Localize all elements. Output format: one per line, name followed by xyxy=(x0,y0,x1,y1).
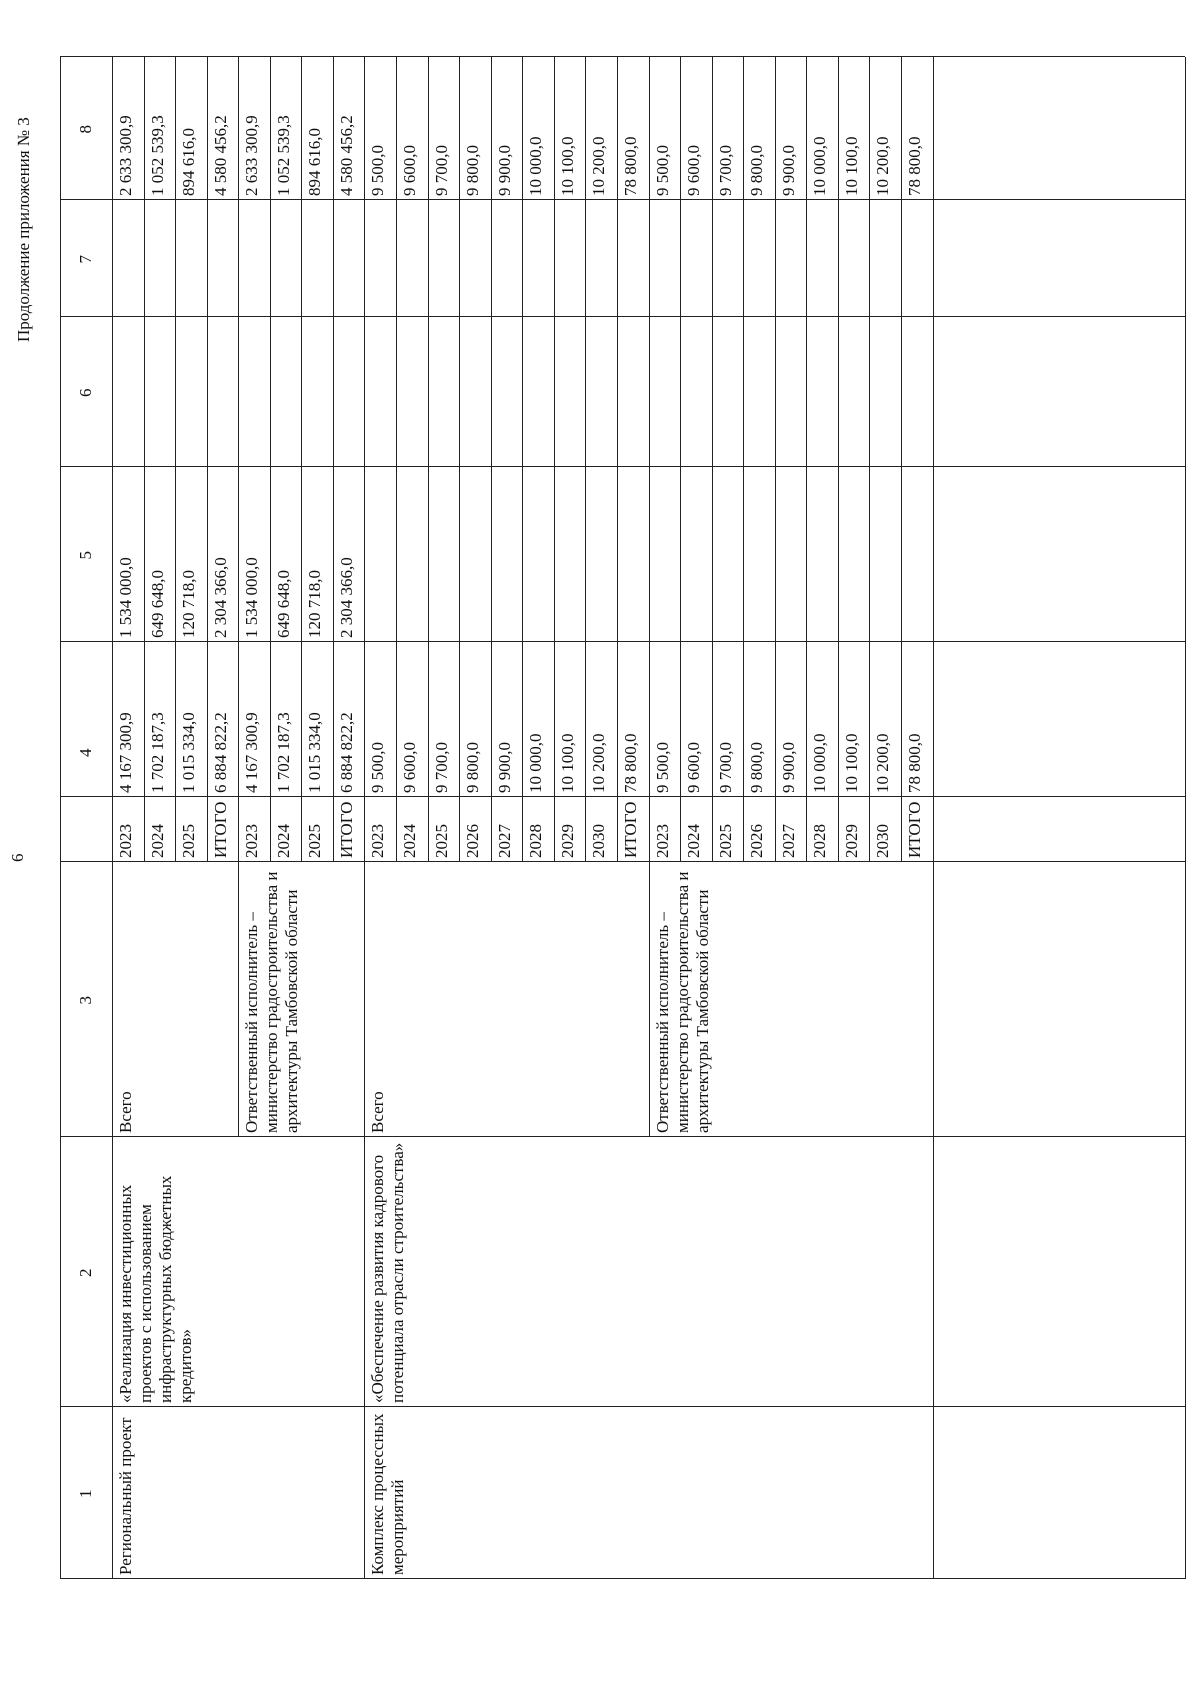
column-line xyxy=(60,796,1185,797)
row-line xyxy=(491,57,492,862)
row-year: 2023 xyxy=(242,824,262,858)
cell-regional: 10 200,0 xyxy=(589,136,609,196)
cell-total: 1 702 187,3 xyxy=(147,712,167,793)
cell-total: 78 800,0 xyxy=(620,733,640,793)
cell-regional: 9 900,0 xyxy=(778,145,798,196)
row-year: 2025 xyxy=(431,824,451,858)
cell-regional: 2 633 300,9 xyxy=(242,115,262,196)
cell-total: 9 600,0 xyxy=(684,742,704,793)
row-year: ИТОГО xyxy=(620,801,640,858)
cell-total: 10 200,0 xyxy=(873,733,893,793)
cell-total: 9 700,0 xyxy=(431,742,451,793)
cell-federal: 1 534 000,0 xyxy=(242,557,262,638)
cell-regional: 9 500,0 xyxy=(368,145,388,196)
row-year: 2023 xyxy=(368,824,388,858)
cell-regional: 4 580 456,2 xyxy=(336,115,356,196)
row-year: 2024 xyxy=(273,824,293,858)
row-line xyxy=(617,57,618,862)
row-year: ИТОГО xyxy=(210,801,230,858)
group-line xyxy=(238,862,239,1137)
cell-federal: 649 648,0 xyxy=(147,570,167,638)
column-line xyxy=(60,199,1185,200)
column-line xyxy=(60,1406,1185,1407)
page-number: 6 xyxy=(8,853,27,862)
cell-regional: 10 200,0 xyxy=(873,136,893,196)
cell-regional: 9 900,0 xyxy=(494,145,514,196)
row-year: 2025 xyxy=(305,824,325,858)
cell-federal: 120 718,0 xyxy=(305,570,325,638)
row-line xyxy=(901,57,902,862)
row-year: 2026 xyxy=(747,824,767,858)
row-line xyxy=(522,57,523,862)
row-line xyxy=(743,57,744,862)
row-line xyxy=(585,57,586,862)
cell-total: 9 500,0 xyxy=(652,742,672,793)
column-line xyxy=(60,641,1185,642)
block-line xyxy=(364,862,365,1579)
cell-federal: 1 534 000,0 xyxy=(116,557,135,638)
row-line xyxy=(207,57,208,862)
cell-total: 1 015 334,0 xyxy=(179,712,199,793)
cell-regional: 894 616,0 xyxy=(179,128,199,196)
funding-source: Всего xyxy=(368,1091,388,1133)
cell-total: 6 884 822,2 xyxy=(336,712,356,793)
row-line xyxy=(333,57,334,862)
cell-regional: 9 700,0 xyxy=(715,145,735,196)
group-line xyxy=(649,862,650,1137)
row-line xyxy=(364,57,365,862)
row-year: 2030 xyxy=(873,824,893,858)
row-year: 2026 xyxy=(463,824,483,858)
row-line xyxy=(301,57,302,862)
cell-regional: 10 100,0 xyxy=(841,136,861,196)
cell-federal: 2 304 366,0 xyxy=(336,557,356,638)
row-line xyxy=(396,57,397,862)
continuation-label: Продолжение приложения № 3 xyxy=(14,117,33,342)
cell-regional: 9 800,0 xyxy=(747,145,767,196)
cell-regional: 9 800,0 xyxy=(463,145,483,196)
cell-regional: 10 000,0 xyxy=(526,136,546,196)
cell-regional: 1 052 539,3 xyxy=(147,115,167,196)
cell-total: 10 100,0 xyxy=(557,733,577,793)
row-line xyxy=(869,57,870,862)
column-line xyxy=(60,466,1185,467)
column-line xyxy=(60,861,1185,862)
row-year: 2028 xyxy=(810,824,830,858)
row-year: 2025 xyxy=(179,824,199,858)
column-header: 2 xyxy=(76,1268,95,1277)
row-line xyxy=(459,57,460,862)
cell-federal: 2 304 366,0 xyxy=(210,557,230,638)
column-header: 6 xyxy=(76,388,95,397)
row-year: 2024 xyxy=(147,824,167,858)
row-line xyxy=(775,57,776,862)
column-header: 3 xyxy=(76,996,95,1005)
cell-regional: 4 580 456,2 xyxy=(210,115,230,196)
row-year: 2030 xyxy=(589,824,609,858)
row-line xyxy=(680,57,681,862)
cell-regional: 9 600,0 xyxy=(400,145,420,196)
column-line xyxy=(60,1578,1185,1579)
cell-regional: 78 800,0 xyxy=(620,136,640,196)
cell-total: 10 000,0 xyxy=(526,733,546,793)
cell-regional: 1 052 539,3 xyxy=(273,115,293,196)
cell-total: 78 800,0 xyxy=(904,733,924,793)
row-year: 2027 xyxy=(778,824,798,858)
cell-regional: 2 633 300,9 xyxy=(116,115,135,196)
program-name: «Обеспечение развития кадрового потенциала отрасли строительства» xyxy=(368,1142,408,1403)
cell-total: 1 702 187,3 xyxy=(273,712,293,793)
column-header: 4 xyxy=(76,748,95,757)
cell-regional: 9 500,0 xyxy=(652,145,672,196)
row-line xyxy=(270,57,271,862)
row-year: 2025 xyxy=(715,824,735,858)
cell-total: 9 900,0 xyxy=(494,742,514,793)
row-year: ИТОГО xyxy=(904,801,924,858)
cell-federal: 649 648,0 xyxy=(273,570,293,638)
column-line xyxy=(60,56,1185,57)
row-line xyxy=(649,57,650,862)
cell-federal: 120 718,0 xyxy=(179,570,199,638)
row-year: 2029 xyxy=(557,824,577,858)
cell-regional: 9 600,0 xyxy=(684,145,704,196)
cell-total: 9 700,0 xyxy=(715,742,735,793)
row-line xyxy=(428,57,429,862)
program-type: Региональный проект xyxy=(116,1417,135,1575)
cell-total: 9 900,0 xyxy=(778,742,798,793)
cell-total: 9 800,0 xyxy=(747,742,767,793)
row-line xyxy=(806,57,807,862)
cell-total: 10 200,0 xyxy=(589,733,609,793)
block-line xyxy=(933,862,934,1579)
table-bottom-border xyxy=(1185,57,1186,1579)
row-year: ИТОГО xyxy=(336,801,356,858)
funding-source: Ответственный исполнитель – министерство градостроительства и архитектуры Тамбовской области xyxy=(652,871,712,1133)
row-line xyxy=(144,57,145,862)
row-year: 2029 xyxy=(841,824,861,858)
column-header: 7 xyxy=(76,255,95,264)
program-type: Комплекс процессных мероприятий xyxy=(368,1413,408,1575)
cell-total: 10 000,0 xyxy=(810,733,830,793)
cell-total: 10 100,0 xyxy=(841,733,861,793)
row-year: 2028 xyxy=(526,824,546,858)
row-line xyxy=(838,57,839,862)
cell-regional: 78 800,0 xyxy=(904,136,924,196)
cell-total: 4 167 300,9 xyxy=(116,712,135,793)
funding-source: Всего xyxy=(116,1091,135,1133)
cell-total: 6 884 822,2 xyxy=(210,712,230,793)
row-year: 2024 xyxy=(684,824,704,858)
cell-regional: 10 100,0 xyxy=(557,136,577,196)
cell-total: 9 600,0 xyxy=(400,742,420,793)
cell-total: 9 800,0 xyxy=(463,742,483,793)
row-year: 2027 xyxy=(494,824,514,858)
column-line xyxy=(60,316,1185,317)
row-line xyxy=(175,57,176,862)
cell-regional: 10 000,0 xyxy=(810,136,830,196)
column-line xyxy=(60,1136,1185,1137)
column-header: 8 xyxy=(76,125,95,134)
program-name: «Реализация инвестиционных проектов с использованием инфраструктурных бюджетных кредитов» xyxy=(116,1175,195,1403)
header-bottom-border xyxy=(112,57,113,1579)
column-header: 5 xyxy=(76,551,95,560)
column-header: 1 xyxy=(76,1489,95,1498)
row-year: 2024 xyxy=(400,824,420,858)
funding-source: Ответственный исполнитель – министерство градостроительства и архитектуры Тамбовской области xyxy=(242,871,302,1133)
row-line xyxy=(933,57,934,862)
row-line xyxy=(238,57,239,862)
cell-total: 1 015 334,0 xyxy=(305,712,325,793)
row-line xyxy=(712,57,713,862)
cell-regional: 9 700,0 xyxy=(431,145,451,196)
row-year: 2023 xyxy=(652,824,672,858)
cell-regional: 894 616,0 xyxy=(305,128,325,196)
row-line xyxy=(554,57,555,862)
table-top-border xyxy=(60,57,61,1579)
cell-total: 9 500,0 xyxy=(368,742,388,793)
cell-total: 4 167 300,9 xyxy=(242,712,262,793)
row-year: 2023 xyxy=(116,824,135,858)
